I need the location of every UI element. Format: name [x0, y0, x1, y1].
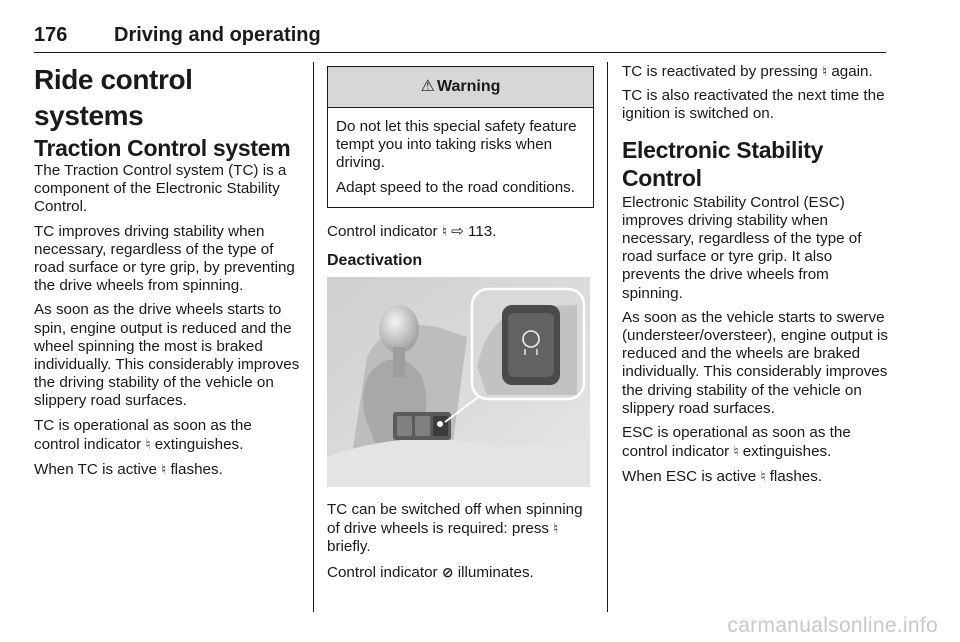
column-1: [34, 62, 300, 485]
watermark: carmanualsonline.info: [727, 614, 938, 637]
tc-button-face: [508, 313, 554, 377]
page-reference[interactable]: 113.: [468, 222, 497, 240]
paragraph-reactivated: [622, 62, 888, 81]
tc-indicator-icon: ♮: [161, 461, 167, 478]
gear-knob: [379, 305, 419, 353]
chapter-title: Ride control systems: [34, 64, 193, 131]
subheading-deactivation: Deactivation: [327, 252, 423, 270]
text: When TC is active: [34, 461, 157, 479]
text: flashes.: [769, 468, 823, 486]
console-illustration: [327, 277, 590, 487]
page-ref-arrow-icon: ⇨: [451, 222, 464, 240]
tc-button-icon: ♮: [822, 63, 828, 79]
warning-header: [328, 67, 593, 108]
tc-off-indicator-icon: ⊘: [441, 563, 454, 580]
text: extinguishes.: [154, 435, 244, 453]
warning-text: Adapt speed to the road conditions.: [336, 178, 575, 196]
running-head: Driving and operating: [114, 24, 321, 46]
tc-indicator-icon: ♮: [145, 435, 151, 452]
text: Control indicator: [327, 563, 438, 581]
switch: [415, 416, 430, 436]
text: again.: [831, 63, 873, 80]
tc-button-illustration: [327, 277, 590, 487]
paragraph-esc-operational: [622, 424, 888, 461]
page-number: 176: [34, 24, 68, 46]
paragraph: TC is also reactivated the next time the ignition is switched on.: [622, 87, 885, 123]
column-divider: [607, 62, 608, 612]
warning-body: [328, 108, 593, 207]
column-2: [327, 62, 594, 588]
highlight-dot: [437, 421, 443, 427]
paragraph-tc-active: [34, 460, 300, 479]
seat-shape: [327, 439, 590, 487]
text: When ESC is active: [622, 468, 757, 486]
esc-indicator-icon: ♮: [733, 443, 739, 460]
column-3: [622, 62, 888, 493]
text: illuminates.: [457, 563, 534, 581]
paragraph: Electronic Stability Control (ESC) improves driving stability when necessary, regardless of the type of road surface or tyre grip. It also prevents the drive wheels from spinning.: [622, 193, 862, 302]
text: TC is reactivated by pressing: [622, 63, 818, 80]
text: extinguishes.: [742, 443, 832, 461]
warning-text: Do not let this special safety feature tempt you into taking risks when driving.: [336, 118, 577, 172]
paragraph: TC improves driving stability when necessary, regardless of the type of road surface or tyre grip, by preventing the drive wheels from spinning.: [34, 222, 295, 295]
text: TC is operational as soon as the control indicator: [34, 416, 252, 453]
tc-button-icon: ♮: [553, 520, 559, 537]
page-header: [34, 22, 886, 53]
gear-stick: [393, 347, 405, 377]
tc-indicator-icon: ♮: [441, 222, 447, 239]
text: ESC is operational as soon as the control indicator: [622, 424, 851, 461]
paragraph-esc-active: [622, 467, 888, 486]
paragraph: The Traction Control system (TC) is a component of the Electronic Stability Control.: [34, 162, 287, 216]
paragraph: As soon as the drive wheels starts to spin, engine output is reduced and the wheel spinning the most is braked individually. This considerably improves the driving stability of the vehicle on slippery road surfaces.: [34, 301, 300, 410]
text: TC can be switched off when spinning of drive wheels is required: press: [327, 501, 583, 538]
warning-box: [327, 66, 594, 208]
text: briefly.: [327, 538, 371, 556]
paragraph-illuminates: [327, 563, 594, 582]
warning-icon: ⚠: [420, 78, 435, 95]
paragraph-control-indicator: [327, 222, 594, 241]
warning-title: Warning: [436, 78, 501, 95]
section-title-esc: Electronic Stability Control: [622, 136, 824, 191]
text: Control indicator: [327, 222, 438, 240]
column-divider: [313, 62, 314, 612]
paragraph-switch-off: [327, 501, 594, 557]
switch: [397, 416, 412, 436]
text: flashes.: [170, 461, 223, 479]
esc-indicator-icon: ♮: [760, 468, 766, 485]
paragraph-tc-operational: [34, 417, 300, 454]
paragraph: As soon as the vehicle starts to swerve (understeer/oversteer), engine output is reduced and the wheels are braked individually. This considerably improves the driving stability of the vehicle on slippery road surfaces.: [622, 308, 888, 417]
section-title-tc: Traction Control system: [34, 135, 291, 161]
